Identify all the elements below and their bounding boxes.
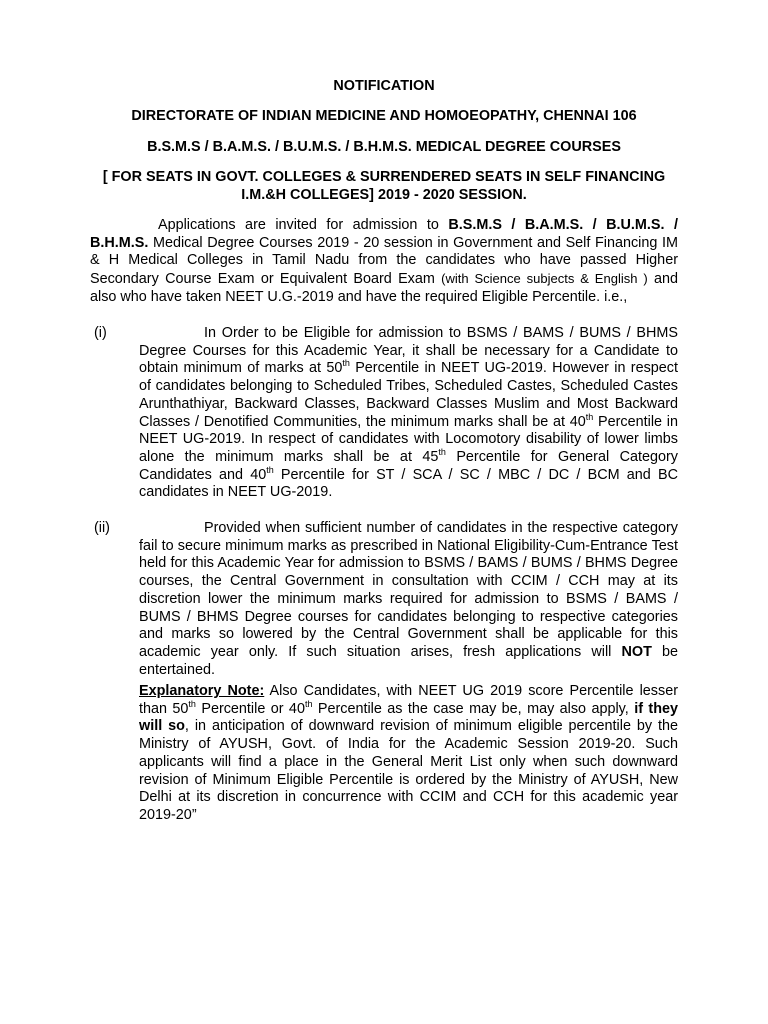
note-text-1: Also Candidates, with NEET UG 2019 score Percentile lesser than 50 — [139, 683, 678, 717]
item-ii-text-1: Provided when sufficient number of candidates in the respective category fail to secure minimum marks as prescribed in National Eligibility-Cum-Entrance Test held for this Academic Year for admission to BSMS / BAMS / BUMS / BHMS Degree courses, the Central Government in consultation with CCIM / CCH may at its discretion lower the minimum marks required for admission to BSMS / BAMS / BUMS / BHMS Degree courses for candidates belonging to respective categories and marks so lowered by the Central Government shall be applicable for this academic year only. If such situation arises, fresh applications will — [139, 520, 678, 660]
item-ii-text-2: be entertained. — [139, 643, 679, 678]
item-i-sup-2: th — [585, 411, 594, 422]
item-i-paragraph — [139, 325, 678, 502]
intro-text-1: Applications are invited for admission to — [158, 217, 449, 233]
intro-text-2: Medical Degree Courses 2019 - 20 session in Government and Self Financing IM & H Medical Colleges in Tamil Nadu from the candidates who have passed Higher Secondary Course Exam or Equivalent Board Exam — [90, 234, 678, 288]
note-sup-1: th — [188, 698, 196, 709]
item-i-text-5: Percentile for ST / SCA / SC / MBC / DC / BCM and BC candidates in NEET UG-2019. — [139, 466, 678, 501]
item-ii-paragraph — [139, 520, 678, 679]
note-text-4: , in anticipation of downward revision of minimum eligible percentile by the Ministry of AYUSH, Govt. of India for the Academic Session 2019-20. Such applicants will find a place in the General Merit List only when such downward revision of Minimum Eligible Percentile is ordered by the Ministry of AYUSH, New Delhi at its discretion in concurrence with CCIM and CCH for this academic year 2019-20” — [139, 718, 678, 823]
item-i-sup-4: th — [266, 464, 274, 475]
item-ii-number: (ii) — [94, 520, 110, 536]
note-sup-2: th — [304, 698, 313, 709]
notification-heading: NOTIFICATION — [333, 78, 435, 94]
note-text-3: Percentile as the case may be, may also apply, — [312, 700, 635, 717]
intro-small-text: (with Science subjects & English ) — [441, 271, 648, 287]
directorate-heading: DIRECTORATE OF INDIAN MEDICINE AND HOMOEOPATHY, CHENNAI 106 — [131, 108, 637, 124]
item-i-sup-1: th — [342, 358, 350, 369]
item-i-text-2: Percentile in NEET UG-2019. However in respect of candidates belonging to Scheduled Tribes, Scheduled Castes, Scheduled Castes Arunthathiyar, Backward Classes, Backward Classes Muslim and Most Backward Classes / Denotified Communities, the minimum marks shall be at 40 — [139, 360, 678, 430]
intro-text-3: and also who have taken NEET U.G.-2019 and have the required Eligible Percentile. i.e., — [90, 271, 678, 305]
note-bold-text: if they will so — [139, 700, 679, 735]
item-i-number: (i) — [94, 325, 107, 341]
explanatory-note-label: Explanatory Note: — [139, 683, 265, 699]
item-i-sup-3: th — [438, 446, 446, 457]
item-ii-not-bold: NOT — [621, 643, 652, 660]
intro-courses-bold: B.S.M.S / B.A.M.S. / B.U.M.S. / B.H.M.S. — [90, 217, 678, 251]
seats-session-heading — [0, 168, 768, 204]
item-i-text-3: Percentile in NEET UG-2019. In respect of candidates with Locomotory disability of lower limbs alone the minimum marks shall be at 45 — [139, 413, 678, 465]
explanatory-note — [139, 683, 678, 825]
intro-paragraph — [90, 217, 678, 307]
note-text-2: Percentile or 40 — [195, 700, 305, 717]
item-i-text-4: Percentile for General Category Candidates and 40 — [139, 448, 678, 483]
seats-heading-line-1: [ FOR SEATS IN GOVT. COLLEGES & SURRENDERED SEATS IN SELF FINANCING — [102, 169, 666, 185]
courses-heading: B.S.M.S / B.A.M.S. / B.U.M.S. / B.H.M.S. MEDICAL DEGREE COURSES — [147, 139, 621, 155]
seats-heading-line-2: I.M.&H COLLEGES] 2019 - 2020 SESSION. — [241, 187, 527, 203]
item-i-text-1: In Order to be Eligible for admission to BSMS / BAMS / BUMS / BHMS Degree Courses for this Academic Year, it shall be necessary for a Candidate to obtain minimum of marks at 50 — [139, 325, 678, 377]
